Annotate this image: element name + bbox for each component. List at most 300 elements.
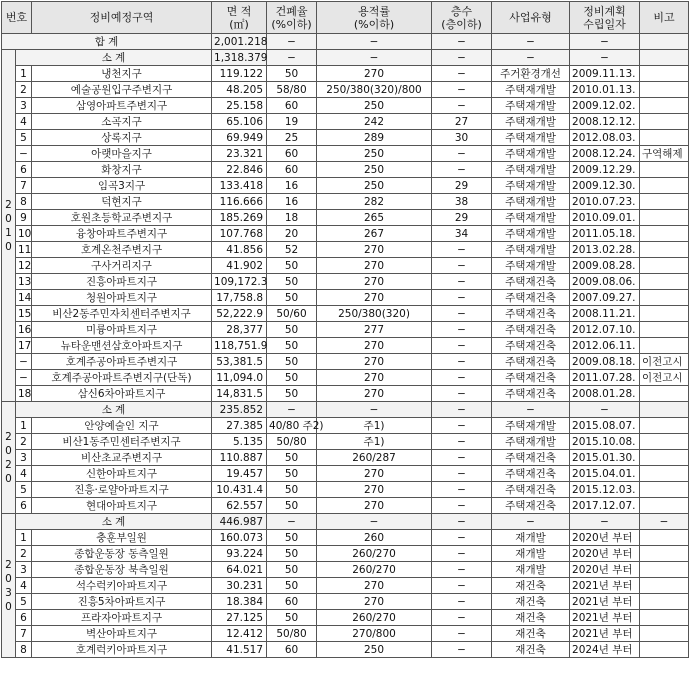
district-coverage: 50 xyxy=(267,562,317,578)
district-floors: − xyxy=(432,306,492,322)
district-far: 265 xyxy=(317,210,432,226)
district-date: 2020년 부터 xyxy=(570,562,640,578)
total-type: − xyxy=(492,34,570,50)
row-number: 17 xyxy=(16,338,32,354)
district-name: 호계주공아파트주변지구 xyxy=(32,354,212,370)
district-remark xyxy=(640,66,689,82)
row-number: 11 xyxy=(16,242,32,258)
district-coverage: 60 xyxy=(267,98,317,114)
row-number: 1 xyxy=(16,66,32,82)
subtotal-coverage: − xyxy=(267,402,317,418)
row-number: − xyxy=(16,146,32,162)
district-far: 270 xyxy=(317,386,432,402)
period-label xyxy=(2,50,16,402)
district-floors: − xyxy=(432,242,492,258)
district-coverage: 60 xyxy=(267,594,317,610)
district-remark xyxy=(640,626,689,642)
table-row xyxy=(2,322,689,338)
district-date: 2021년 부터 xyxy=(570,578,640,594)
district-remark xyxy=(640,642,689,658)
district-coverage: 50 xyxy=(267,338,317,354)
district-type: 주택재개발 xyxy=(492,434,570,450)
district-floors: 38 xyxy=(432,194,492,210)
total-label: 합 계 xyxy=(2,34,212,50)
district-date: 2015.08.07. xyxy=(570,418,640,434)
subtotal-coverage: − xyxy=(267,50,317,66)
district-name: 상록지구 xyxy=(32,130,212,146)
district-name: 진흥아파트지구 xyxy=(32,274,212,290)
table-row xyxy=(2,210,689,226)
subtotal-type: − xyxy=(492,50,570,66)
subtotal-date: − xyxy=(570,402,640,418)
district-floors: − xyxy=(432,578,492,594)
district-coverage: 52 xyxy=(267,242,317,258)
district-name: 비산초교주변지구 xyxy=(32,450,212,466)
district-type: 주택재건축 xyxy=(492,354,570,370)
district-coverage: 19 xyxy=(267,114,317,130)
district-far: 270 xyxy=(317,290,432,306)
district-coverage: 50 xyxy=(267,610,317,626)
subtotal-area: 446.987 xyxy=(212,514,267,530)
table-row xyxy=(2,626,689,642)
district-far: 260/270 xyxy=(317,562,432,578)
district-remark xyxy=(640,322,689,338)
table-row xyxy=(2,530,689,546)
district-remark xyxy=(640,386,689,402)
district-coverage: 50 xyxy=(267,578,317,594)
district-remark xyxy=(640,578,689,594)
district-floors: − xyxy=(432,322,492,338)
district-far: 270 xyxy=(317,242,432,258)
district-far: 주1) xyxy=(317,418,432,434)
header-coverage: 건폐율 (%이하) xyxy=(267,2,317,34)
header-district: 정비예정구역 xyxy=(32,2,212,34)
district-far: 277 xyxy=(317,322,432,338)
district-remark xyxy=(640,450,689,466)
table-row xyxy=(2,274,689,290)
district-coverage: 50 xyxy=(267,450,317,466)
subtotal-label: 소 계 xyxy=(16,50,212,66)
district-area: 23.321 xyxy=(212,146,267,162)
district-floors: − xyxy=(432,434,492,450)
district-area: 160.073 xyxy=(212,530,267,546)
district-far: 260/270 xyxy=(317,610,432,626)
district-far: 260 xyxy=(317,530,432,546)
district-area: 62.557 xyxy=(212,498,267,514)
district-floors: − xyxy=(432,386,492,402)
district-type: 주택재건축 xyxy=(492,338,570,354)
table-row xyxy=(2,498,689,514)
district-date: 2009.12.02. xyxy=(570,98,640,114)
district-area: 93.224 xyxy=(212,546,267,562)
district-floors: − xyxy=(432,594,492,610)
district-area: 30.231 xyxy=(212,578,267,594)
district-floors: 34 xyxy=(432,226,492,242)
district-type: 주택재개발 xyxy=(492,130,570,146)
district-type: 주택재건축 xyxy=(492,306,570,322)
district-date: 2012.06.11. xyxy=(570,338,640,354)
district-remark xyxy=(640,258,689,274)
district-name: 비산1동주민센터주변지구 xyxy=(32,434,212,450)
period-year: 2020 xyxy=(5,430,12,485)
district-area: 52,222.9 xyxy=(212,306,267,322)
district-area: 22.846 xyxy=(212,162,267,178)
district-remark xyxy=(640,498,689,514)
district-date: 2009.12.30. xyxy=(570,178,640,194)
district-far: 250 xyxy=(317,178,432,194)
total-far: − xyxy=(317,34,432,50)
district-coverage: 16 xyxy=(267,178,317,194)
row-number: 12 xyxy=(16,258,32,274)
district-date: 2012.08.03. xyxy=(570,130,640,146)
district-type: 주택재개발 xyxy=(492,114,570,130)
row-number: 8 xyxy=(16,642,32,658)
row-number: 7 xyxy=(16,178,32,194)
district-area: 12.412 xyxy=(212,626,267,642)
district-floors: − xyxy=(432,338,492,354)
district-type: 주택재건축 xyxy=(492,274,570,290)
district-remark xyxy=(640,210,689,226)
district-floors: − xyxy=(432,642,492,658)
district-floors: − xyxy=(432,354,492,370)
district-remark xyxy=(640,418,689,434)
row-number: 15 xyxy=(16,306,32,322)
district-far: 250 xyxy=(317,146,432,162)
district-area: 133.418 xyxy=(212,178,267,194)
header-plan-date: 정비계획 수립일자 xyxy=(570,2,640,34)
district-remark xyxy=(640,562,689,578)
table-row xyxy=(2,66,689,82)
table-row xyxy=(2,82,689,98)
row-number: 5 xyxy=(16,594,32,610)
district-area: 18.384 xyxy=(212,594,267,610)
district-remark xyxy=(640,82,689,98)
district-date: 2013.02.28. xyxy=(570,242,640,258)
total-remark xyxy=(640,34,689,50)
district-area: 5.135 xyxy=(212,434,267,450)
district-floors: 30 xyxy=(432,130,492,146)
district-area: 41.856 xyxy=(212,242,267,258)
district-date: 2007.09.27. xyxy=(570,290,640,306)
district-date: 2010.01.13. xyxy=(570,82,640,98)
district-area: 17,758.8 xyxy=(212,290,267,306)
district-coverage: 50 xyxy=(267,530,317,546)
subtotal-row xyxy=(2,402,689,418)
district-remark: 구역해제 xyxy=(640,146,689,162)
district-remark: 이전고시 xyxy=(640,370,689,386)
header-row xyxy=(2,2,689,34)
district-date: 2021년 부터 xyxy=(570,626,640,642)
district-floors: − xyxy=(432,370,492,386)
row-number: 6 xyxy=(16,162,32,178)
district-date: 2008.12.12. xyxy=(570,114,640,130)
district-remark xyxy=(640,610,689,626)
table-row xyxy=(2,290,689,306)
district-remark xyxy=(640,178,689,194)
table-row xyxy=(2,338,689,354)
district-floors: − xyxy=(432,290,492,306)
district-coverage: 50/80 xyxy=(267,434,317,450)
table-row xyxy=(2,130,689,146)
district-area: 64.021 xyxy=(212,562,267,578)
district-name: 덕현지구 xyxy=(32,194,212,210)
subtotal-row xyxy=(2,50,689,66)
subtotal-type: − xyxy=(492,402,570,418)
district-remark xyxy=(640,306,689,322)
district-type: 주택재건축 xyxy=(492,322,570,338)
district-name: 냉천지구 xyxy=(32,66,212,82)
district-type: 재건축 xyxy=(492,594,570,610)
district-far: 270 xyxy=(317,498,432,514)
row-number: 6 xyxy=(16,610,32,626)
district-name: 아랫마을지구 xyxy=(32,146,212,162)
district-coverage: 50 xyxy=(267,66,317,82)
subtotal-floors: − xyxy=(432,514,492,530)
subtotal-remark xyxy=(640,50,689,66)
district-name: 진흥·로얄아파트지구 xyxy=(32,482,212,498)
row-number: 3 xyxy=(16,98,32,114)
district-name: 종합운동장 북측일원 xyxy=(32,562,212,578)
district-coverage: 50 xyxy=(267,482,317,498)
redevelopment-table xyxy=(1,1,689,658)
district-type: 주택재개발 xyxy=(492,226,570,242)
district-type: 주택재건축 xyxy=(492,386,570,402)
district-area: 110.887 xyxy=(212,450,267,466)
subtotal-date: − xyxy=(570,50,640,66)
header-remarks: 비고 xyxy=(640,2,689,34)
district-floors: − xyxy=(432,466,492,482)
subtotal-date: − xyxy=(570,514,640,530)
district-area: 41.902 xyxy=(212,258,267,274)
district-date: 2021년 부터 xyxy=(570,610,640,626)
table-row xyxy=(2,610,689,626)
district-name: 호계럭키아파트지구 xyxy=(32,642,212,658)
district-area: 27.385 xyxy=(212,418,267,434)
district-coverage: 50 xyxy=(267,546,317,562)
district-coverage: 25 xyxy=(267,130,317,146)
district-area: 19.457 xyxy=(212,466,267,482)
district-floors: − xyxy=(432,146,492,162)
district-date: 2008.12.24. xyxy=(570,146,640,162)
district-name: 안양예술인 지구 xyxy=(32,418,212,434)
district-remark: 이전고시 xyxy=(640,354,689,370)
subtotal-label: 소 계 xyxy=(16,402,212,418)
district-coverage: 50/60 xyxy=(267,306,317,322)
row-number: 2 xyxy=(16,82,32,98)
row-number: 7 xyxy=(16,626,32,642)
district-name: 호계온천주변지구 xyxy=(32,242,212,258)
row-number: 1 xyxy=(16,418,32,434)
row-number: 2 xyxy=(16,434,32,450)
district-far: 260/270 xyxy=(317,546,432,562)
district-floors: − xyxy=(432,546,492,562)
district-type: 주택재개발 xyxy=(492,194,570,210)
table-row xyxy=(2,114,689,130)
district-remark xyxy=(640,98,689,114)
district-remark xyxy=(640,338,689,354)
district-date: 2011.05.18. xyxy=(570,226,640,242)
total-date: − xyxy=(570,34,640,50)
district-name: 소곡지구 xyxy=(32,114,212,130)
district-date: 2015.10.08. xyxy=(570,434,640,450)
district-floors: − xyxy=(432,66,492,82)
district-coverage: 50 xyxy=(267,274,317,290)
district-name: 프라자아파트지구 xyxy=(32,610,212,626)
district-name: 진흥5차아파트지구 xyxy=(32,594,212,610)
subtotal-remark: − xyxy=(640,514,689,530)
district-area: 41.517 xyxy=(212,642,267,658)
district-remark xyxy=(640,466,689,482)
district-floors: − xyxy=(432,258,492,274)
district-name: 뉴타운맨션삼호아파트지구 xyxy=(32,338,212,354)
row-number: 18 xyxy=(16,386,32,402)
district-coverage: 60 xyxy=(267,642,317,658)
district-date: 2015.01.30. xyxy=(570,450,640,466)
district-type: 주택재개발 xyxy=(492,146,570,162)
row-number: 5 xyxy=(16,130,32,146)
district-name: 종합운동장 동측일원 xyxy=(32,546,212,562)
subtotal-row xyxy=(2,514,689,530)
district-floors: − xyxy=(432,418,492,434)
table-row xyxy=(2,578,689,594)
district-coverage: 50 xyxy=(267,322,317,338)
district-floors: − xyxy=(432,610,492,626)
district-date: 2015.12.03. xyxy=(570,482,640,498)
table-row xyxy=(2,354,689,370)
table-row xyxy=(2,594,689,610)
district-far: 270 xyxy=(317,482,432,498)
table-row xyxy=(2,242,689,258)
district-date: 2008.01.28. xyxy=(570,386,640,402)
district-date: 2020년 부터 xyxy=(570,530,640,546)
subtotal-far: − xyxy=(317,514,432,530)
subtotal-label: 소 계 xyxy=(16,514,212,530)
district-remark xyxy=(640,114,689,130)
district-far: 289 xyxy=(317,130,432,146)
district-name: 호원초등학교주변지구 xyxy=(32,210,212,226)
district-type: 주택재개발 xyxy=(492,98,570,114)
district-area: 53,381.5 xyxy=(212,354,267,370)
district-type: 주택재건축 xyxy=(492,450,570,466)
subtotal-remark xyxy=(640,402,689,418)
district-coverage: 50 xyxy=(267,498,317,514)
district-coverage: 50 xyxy=(267,466,317,482)
total-coverage: − xyxy=(267,34,317,50)
subtotal-type: − xyxy=(492,514,570,530)
district-far: 270 xyxy=(317,258,432,274)
district-date: 2008.11.21. xyxy=(570,306,640,322)
row-number: 3 xyxy=(16,562,32,578)
table-row xyxy=(2,562,689,578)
district-name: 석수럭키아파트지구 xyxy=(32,578,212,594)
district-floors: − xyxy=(432,98,492,114)
district-type: 재개발 xyxy=(492,530,570,546)
district-far: 250/380(320)/800 xyxy=(317,82,432,98)
district-date: 2009.08.28. xyxy=(570,258,640,274)
row-number: 6 xyxy=(16,498,32,514)
table-row xyxy=(2,482,689,498)
district-area: 107.768 xyxy=(212,226,267,242)
district-far: 270 xyxy=(317,66,432,82)
row-number: 4 xyxy=(16,578,32,594)
district-far: 270 xyxy=(317,274,432,290)
district-type: 주택재개발 xyxy=(492,258,570,274)
district-far: 267 xyxy=(317,226,432,242)
district-date: 2024년 부터 xyxy=(570,642,640,658)
header-type: 사업유형 xyxy=(492,2,570,34)
district-area: 48.205 xyxy=(212,82,267,98)
district-type: 재건축 xyxy=(492,578,570,594)
district-coverage: 50 xyxy=(267,290,317,306)
table-row xyxy=(2,546,689,562)
district-name: 예술공원입구주변지구 xyxy=(32,82,212,98)
district-remark xyxy=(640,162,689,178)
district-far: 270 xyxy=(317,370,432,386)
subtotal-floors: − xyxy=(432,50,492,66)
district-type: 재개발 xyxy=(492,562,570,578)
district-floors: 29 xyxy=(432,210,492,226)
district-coverage: 50 xyxy=(267,258,317,274)
row-number: 4 xyxy=(16,466,32,482)
district-far: 250 xyxy=(317,642,432,658)
district-coverage: 50 xyxy=(267,386,317,402)
district-type: 주택재건축 xyxy=(492,466,570,482)
district-date: 2010.07.23. xyxy=(570,194,640,210)
district-type: 재건축 xyxy=(492,626,570,642)
subtotal-far: − xyxy=(317,50,432,66)
district-coverage: 50/80 xyxy=(267,626,317,642)
table-row xyxy=(2,466,689,482)
row-number: 14 xyxy=(16,290,32,306)
district-name: 미륭아파트지구 xyxy=(32,322,212,338)
district-area: 119.122 xyxy=(212,66,267,82)
district-remark xyxy=(640,226,689,242)
row-number: − xyxy=(16,370,32,386)
district-name: 현대아파트지구 xyxy=(32,498,212,514)
district-coverage: 58/80 xyxy=(267,82,317,98)
district-name: 비산2동주민자치센터주변지구 xyxy=(32,306,212,322)
district-far: 주1) xyxy=(317,434,432,450)
row-number: 4 xyxy=(16,114,32,130)
district-floors: − xyxy=(432,626,492,642)
row-number: 1 xyxy=(16,530,32,546)
row-number: 9 xyxy=(16,210,32,226)
table-row xyxy=(2,146,689,162)
table-row xyxy=(2,418,689,434)
table-row xyxy=(2,306,689,322)
district-remark xyxy=(640,594,689,610)
district-coverage: 60 xyxy=(267,162,317,178)
period-year: 2030 xyxy=(5,558,12,613)
district-floors: − xyxy=(432,530,492,546)
district-remark xyxy=(640,242,689,258)
district-remark xyxy=(640,274,689,290)
district-name: 화창지구 xyxy=(32,162,212,178)
district-name: 신한아파트지구 xyxy=(32,466,212,482)
district-name: 청원아파트지구 xyxy=(32,290,212,306)
district-floors: − xyxy=(432,498,492,514)
district-type: 주거환경개선 xyxy=(492,66,570,82)
district-far: 270 xyxy=(317,578,432,594)
subtotal-area: 1,318.379 xyxy=(212,50,267,66)
table-row xyxy=(2,642,689,658)
table-row xyxy=(2,178,689,194)
district-floors: − xyxy=(432,162,492,178)
district-type: 주택재개발 xyxy=(492,178,570,194)
district-remark xyxy=(640,434,689,450)
district-far: 250/380(320) xyxy=(317,306,432,322)
district-remark xyxy=(640,546,689,562)
